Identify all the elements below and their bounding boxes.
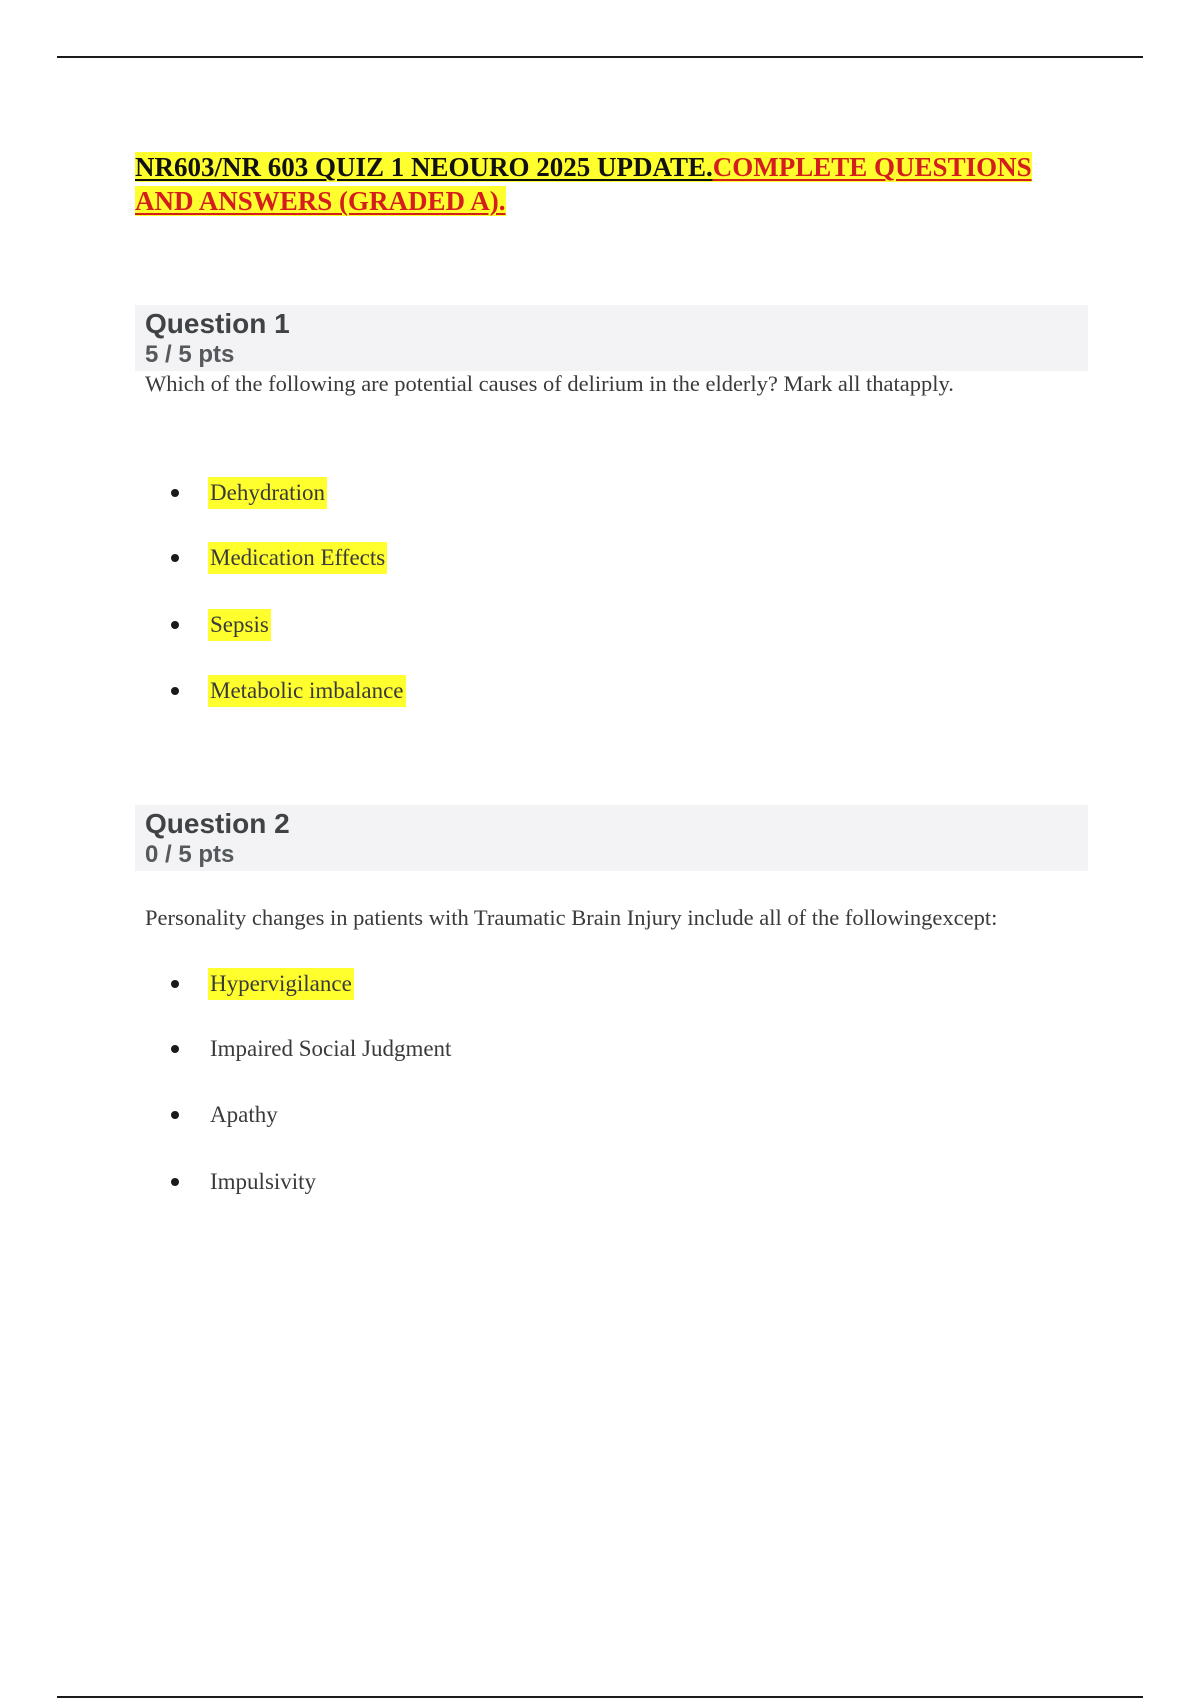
question-2-points: 0 / 5 pts: [145, 841, 235, 868]
question-1-points: 5 / 5 pts: [145, 341, 235, 368]
bullet-icon: [171, 1045, 179, 1053]
question-1-title: Question 1: [145, 308, 290, 339]
answer-label: Impulsivity: [210, 1169, 317, 1194]
question-2-text: Personality changes in patients with Traumatic Brain Injury include all of the followingexcept:: [145, 905, 998, 930]
title-course-code: NR603/NR 603 QUIZ 1 NEOURO 2025 UPDATE.: [135, 152, 713, 182]
top-rule: [57, 56, 1143, 58]
answer-label: Impaired Social Judgment: [210, 1036, 452, 1061]
bullet-icon: [171, 621, 179, 629]
question-1-header: [135, 305, 1088, 371]
answer-label: Dehydration: [208, 477, 327, 509]
bullet-icon: [171, 554, 179, 562]
bullet-icon: [171, 687, 179, 695]
bullet-icon: [171, 1178, 179, 1186]
bottom-rule: [57, 1696, 1143, 1698]
answer-label: Metabolic imbalance: [208, 675, 406, 707]
title-subtitle: COMPLETE QUESTIONS AND ANSWERS (GRADED A).: [135, 152, 1032, 216]
answer-label: Hypervigilance: [208, 968, 354, 1000]
bullet-icon: [171, 1111, 179, 1119]
bullet-icon: [171, 489, 179, 497]
answer-label: Sepsis: [208, 609, 271, 641]
answer-label: Medication Effects: [208, 542, 387, 574]
question-2-header: [135, 805, 1088, 871]
bullet-icon: [171, 980, 179, 988]
question-2-title: Question 2: [145, 808, 290, 839]
answer-label: Apathy: [210, 1102, 278, 1127]
document-title: [135, 150, 1085, 218]
question-1-text: Which of the following are potential causes of delirium in the elderly? Mark all thatapply.: [145, 371, 954, 396]
